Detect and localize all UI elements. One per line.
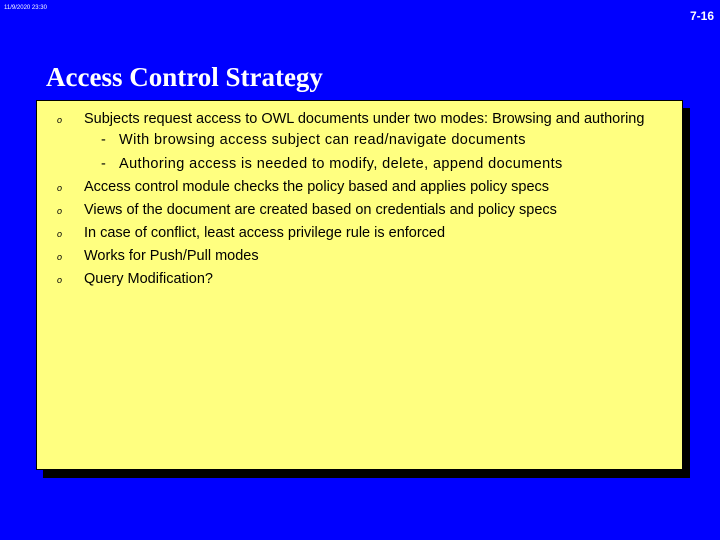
sub-bullet-item xyxy=(84,156,676,172)
bullet-icon: o xyxy=(57,206,63,216)
bullet-icon: o xyxy=(57,115,63,125)
bullet-text: Works for Push/Pull modes xyxy=(84,248,259,264)
sub-bullet-list xyxy=(84,132,676,172)
bullet-text: Query Modification? xyxy=(84,271,213,287)
bullet-item xyxy=(37,225,682,241)
sub-bullet-item xyxy=(84,132,676,148)
sub-bullet-text: With browsing access subject can read/navigate documents xyxy=(119,132,526,148)
bullet-icon: o xyxy=(57,252,63,262)
bullet-item xyxy=(37,202,682,218)
datestamp: 11/9/2020 23:30 xyxy=(4,5,47,11)
bullet-list xyxy=(37,111,682,294)
bullet-text: Access control module checks the policy based and applies policy specs xyxy=(84,179,550,195)
bullet-item xyxy=(37,248,682,264)
bullet-icon: o xyxy=(57,275,63,285)
bullet-text: Views of the document are created based on credentials and policy specs xyxy=(84,202,557,218)
bullet-item xyxy=(37,179,682,195)
bullet-icon: o xyxy=(57,229,63,239)
bullet-item xyxy=(37,271,682,287)
dash-icon: - xyxy=(101,132,107,148)
bullet-item xyxy=(37,111,682,172)
bullet-text: Subjects request access to OWL documents under two modes: Browsing and authoring xyxy=(84,111,645,127)
bullet-text: In case of conflict, least access privilege rule is enforced xyxy=(84,225,446,241)
bullet-icon: o xyxy=(57,183,63,193)
dash-icon: - xyxy=(101,156,107,172)
sub-bullet-text: Authoring access is needed to modify, delete, append documents xyxy=(119,156,563,172)
slide-title: Access Control Strategy xyxy=(46,62,323,92)
slide-number: 7-16 xyxy=(689,9,714,23)
content-box xyxy=(36,100,683,470)
